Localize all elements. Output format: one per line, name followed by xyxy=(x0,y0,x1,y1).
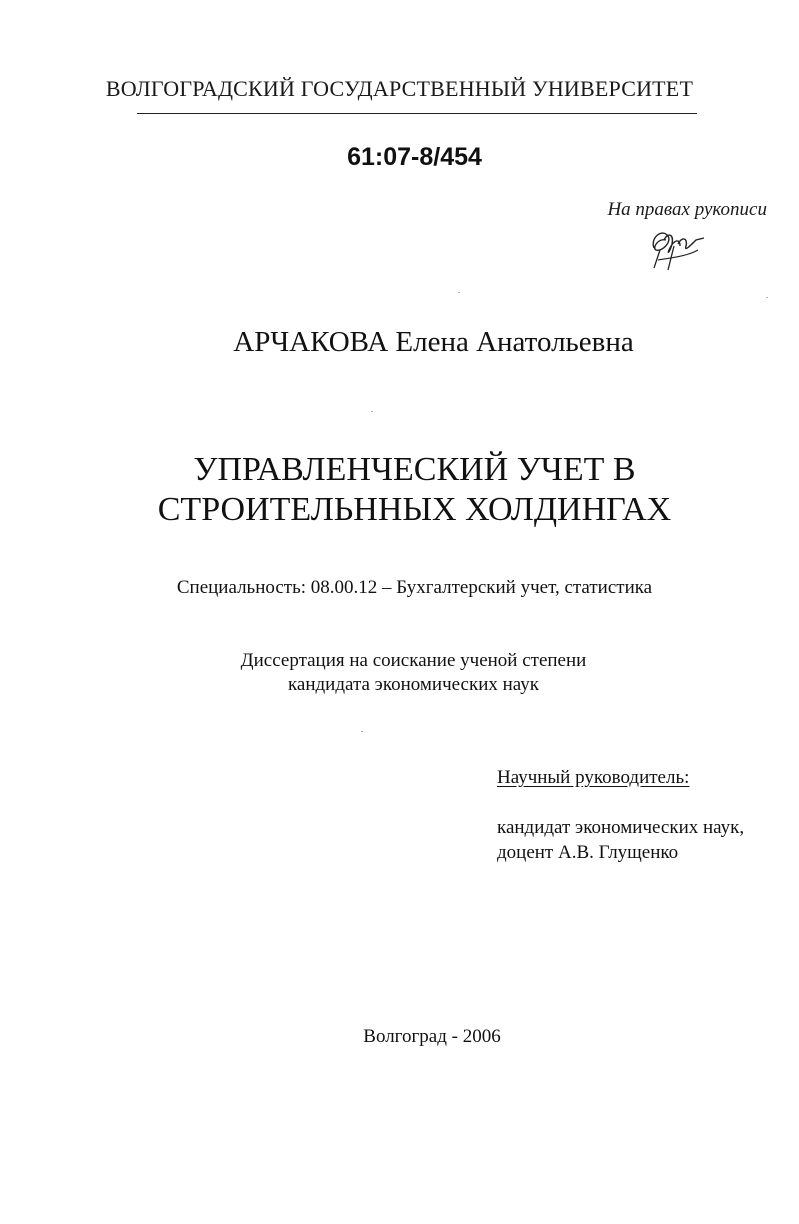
catalog-number: 61:07-8/454 xyxy=(347,143,482,171)
scan-speck xyxy=(371,411,373,412)
degree-line-1: Диссертация на соискание ученой степени xyxy=(240,650,587,671)
header-divider xyxy=(137,113,697,114)
rights-notice: На правах рукописи xyxy=(607,199,767,220)
advisor-details xyxy=(497,815,744,865)
specialty: Специальность: 08.00.12 – Бухгалтерский учет, статистика xyxy=(176,577,653,598)
scan-speck xyxy=(361,731,363,732)
title-line-1: УПРАВЛЕНЧЕСКИЙ УЧЕТ В xyxy=(193,451,636,488)
title-line-2: СТРОИТЕЛЬННЫХ ХОЛДИНГАХ xyxy=(157,491,672,528)
signature-icon xyxy=(640,216,710,274)
advisor-line-1: кандидат экономических наук, xyxy=(497,817,745,838)
scan-speck xyxy=(458,292,460,293)
degree-statement xyxy=(0,649,799,697)
scan-speck xyxy=(766,297,768,298)
university-name: ВОЛГОГРАДСКИЙ ГОСУДАРСТВЕННЫЙ УНИВЕРСИТЕТ xyxy=(105,76,694,101)
advisor-label: Научный руководитель: xyxy=(497,767,690,788)
author-name: АРЧАКОВА Елена Анатольевна xyxy=(233,326,634,358)
city-year: Волгоград - 2006 xyxy=(363,1026,501,1047)
degree-line-2: кандидата экономических наук xyxy=(287,674,540,695)
dissertation-title xyxy=(0,450,799,530)
advisor-line-2: доцент А.В. Глущенко xyxy=(497,842,679,863)
